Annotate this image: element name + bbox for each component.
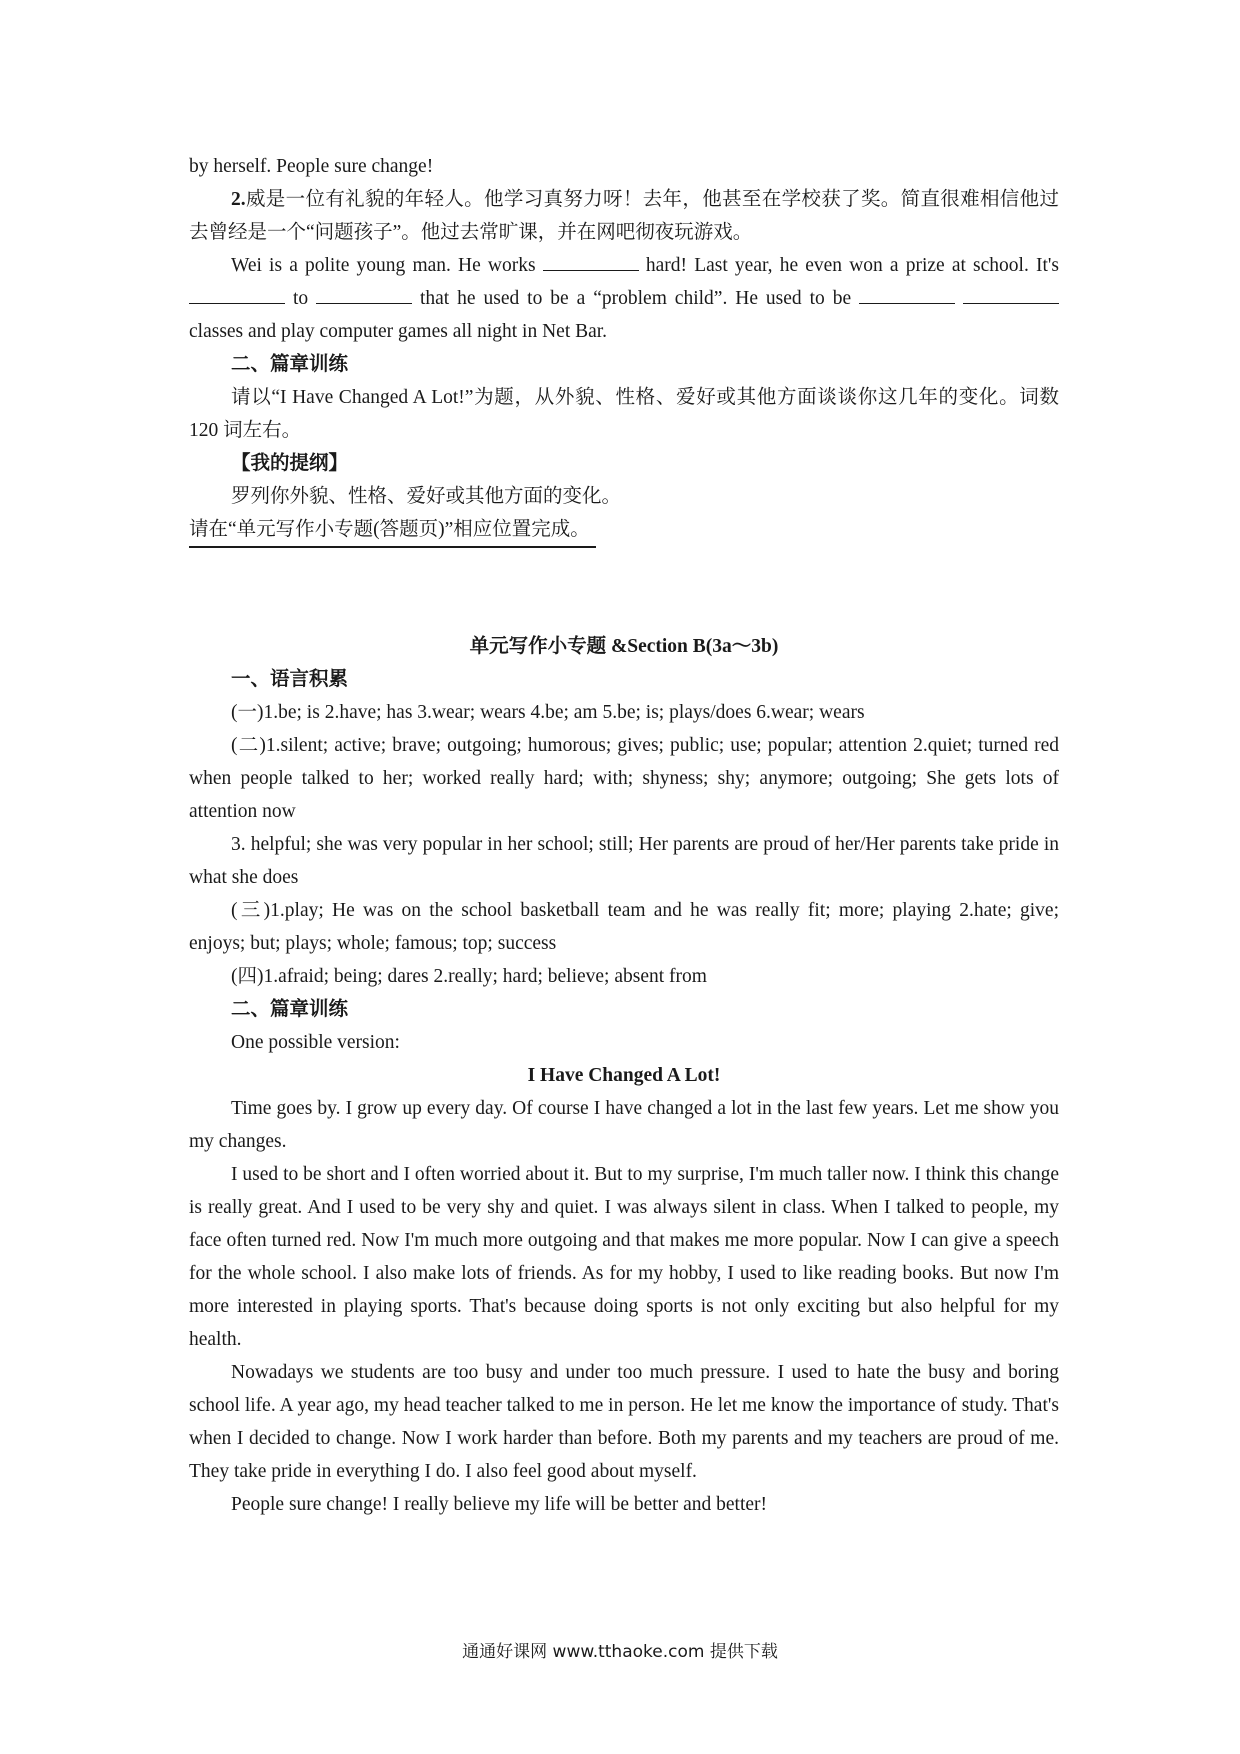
section-heading-writing: 二、篇章训练	[231, 354, 349, 375]
answer-part-1: (一)1.be; is 2.have; has 3.wear; wears 4.be; am 5.be; is; plays/does 6.wear; wears	[231, 702, 865, 723]
answer-part-2-3: 3. helpful; she was very popular in her school; still; Her parents are proud of her/Her parents take pride in what she does	[189, 834, 1059, 888]
essay-paragraph: Time goes by. I grow up every day. Of course I have changed a lot in the last few years. Let me show you my changes.	[189, 1098, 1059, 1152]
page-footer: 通通好课网 www.tthaoke.com 提供下载	[462, 1642, 778, 1662]
section-heading-language: 一、语言积累	[231, 669, 349, 690]
answers-title: 单元写作小专题 &Section B(3a～3b)	[469, 636, 779, 657]
answer-part-3: (三)1.play; He was on the school basketball team and he was really fit; more; playing 2.hate; give; enjoys; but; plays; whole; famous; top; success	[189, 900, 1059, 954]
essay-paragraph: People sure change! I really believe my life will be better and better!	[231, 1494, 768, 1515]
question-2-chinese	[189, 183, 1059, 249]
answer-page-note: 请在“单元写作小专题(答题页)”相应位置完成。	[189, 513, 596, 548]
q2-text-b: hard! Last year, he even won a prize at school. It's	[645, 255, 1060, 276]
writing-prompt: 请以“I Have Changed A Lot!”为题，从外貌、性格、爱好或其他方面谈谈你这几年的变化。词数 120 词左右。	[189, 387, 1059, 441]
question-2-chinese-text: 威是一位有礼貌的年轻人。他学习真努力呀！去年，他甚至在学校获了奖。简直很难相信他过去曾经是一个“问题孩子”。他过去常旷课，并在网吧彻夜玩游戏。	[189, 189, 1059, 243]
question-number: 2.	[231, 189, 246, 210]
answer-part-2: (二)1.silent; active; brave; outgoing; humorous; gives; public; use; popular; attention 2.quiet; turned red when people talked to her; worked really hard; with; shyness; shy; anymore; outgoing; She gets lots of attention now	[189, 735, 1059, 822]
answer-blank[interactable]	[189, 285, 285, 304]
essay-paragraph: I used to be short and I often worried about it. But to my surprise, I'm much taller now. I think this change is really great. And I used to be very shy and quiet. I was always silent in class. When I talked to people, my face often turned red. Now I'm much more outgoing and that makes me more popular. Now I can give a speech for the whole school. I also make lots of friends. As for my hobby, I used to like reading books. But now I'm more interested in playing sports. That's because doing sports is not only exciting but also helpful for my health.	[189, 1164, 1059, 1350]
answer-blank[interactable]	[859, 285, 955, 304]
version-label: One possible version:	[231, 1032, 400, 1053]
outline-heading: 【我的提纲】	[231, 453, 349, 474]
line-continued: by herself. People sure change!	[189, 156, 434, 177]
q2-text-a: Wei is a polite young man. He works	[231, 255, 536, 276]
outline-instruction: 罗列你外貌、性格、爱好或其他方面的变化。	[231, 486, 622, 507]
q2-text-c: to	[292, 288, 309, 309]
q2-text-d: that he used to be a “problem child”. He used to be	[419, 288, 852, 309]
question-2-english	[189, 249, 1059, 348]
answer-part-4: (四)1.afraid; being; dares 2.really; hard; believe; absent from	[231, 966, 707, 987]
answer-blank[interactable]	[963, 285, 1059, 304]
essay-title: I Have Changed A Lot!	[527, 1065, 721, 1086]
section-heading-essay: 二、篇章训练	[231, 999, 349, 1020]
q2-text-e: classes and play computer games all night in Net Bar.	[189, 321, 608, 342]
document-page	[189, 150, 1059, 1521]
answer-blank[interactable]	[316, 285, 412, 304]
essay-paragraph: Nowadays we students are too busy and under too much pressure. I used to hate the busy and boring school life. A year ago, my head teacher talked to me in person. He let me know the importance of study. That's when I decided to change. Now I work harder than before. Both my parents and my teachers are proud of me. They take pride in everything I do. I also feel good about myself.	[189, 1362, 1059, 1482]
answer-blank[interactable]	[543, 252, 639, 271]
